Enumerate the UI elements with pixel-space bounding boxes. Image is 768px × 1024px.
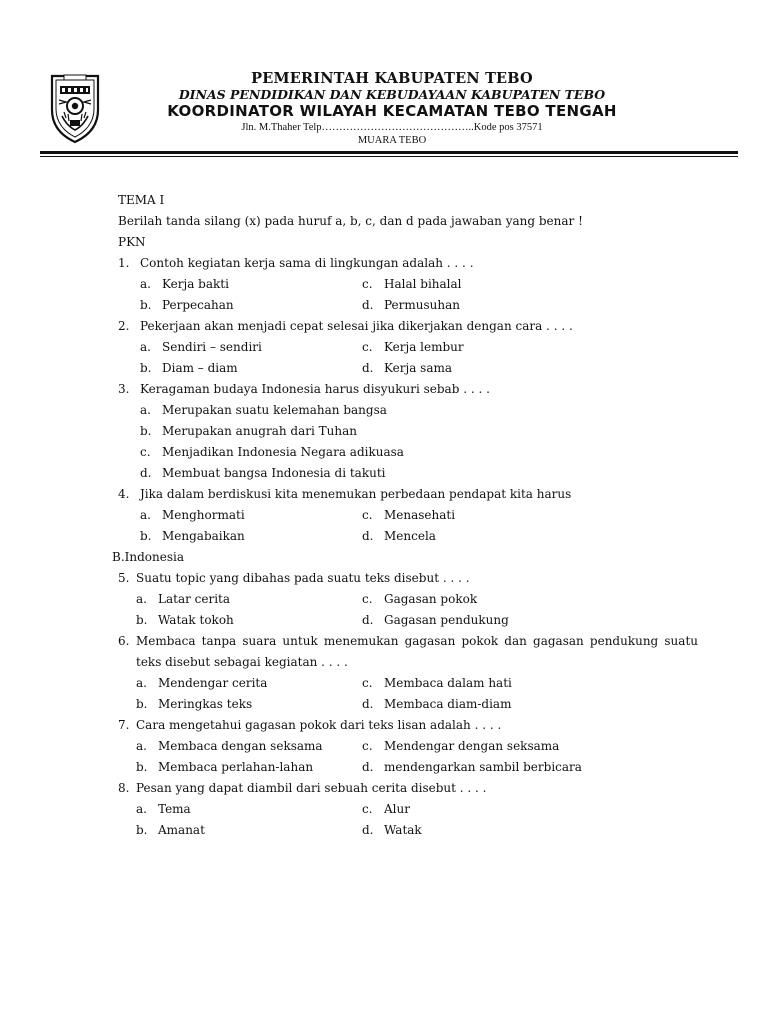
option-b: b. Mengabaikan xyxy=(140,529,245,543)
question xyxy=(118,631,698,673)
option-a: a. Tema xyxy=(136,802,191,816)
option-c: c. Kerja lembur xyxy=(362,340,464,354)
option-c: c. Halal bihalal xyxy=(362,277,462,291)
question-number: 5. xyxy=(118,571,130,585)
option-c: c. Gagasan pokok xyxy=(362,592,478,606)
option-b: b. Merupakan anugrah dari Tuhan xyxy=(140,424,357,438)
question-number: 3. xyxy=(118,382,130,396)
option-a: a. Mendengar cerita xyxy=(136,676,268,690)
option-c: c. Menjadikan Indonesia Negara adikuasa xyxy=(140,445,404,459)
letterhead-divider-thick xyxy=(40,151,738,154)
section-heading-bahasa-indonesia: B.Indonesia xyxy=(112,550,184,564)
question-text: Keragaman budaya Indonesia harus disyukuri sebab . . . . xyxy=(140,382,490,396)
letterhead-divider-thin xyxy=(40,156,738,157)
question-number: 6. xyxy=(118,634,130,648)
option-row xyxy=(118,694,698,715)
question-text: Jika dalam berdiskusi kita menemukan perbedaan pendapat kita harus xyxy=(140,487,572,501)
option-row xyxy=(118,526,698,547)
option-b: b. Amanat xyxy=(136,823,205,837)
option-d: d. Mencela xyxy=(362,529,436,543)
address-line: Jln. M.Thaher Telp……………………………………..Kode pos 37571 xyxy=(241,122,543,133)
option-d: d. Membaca diam-diam xyxy=(362,697,512,711)
option-row xyxy=(118,673,698,694)
option-row xyxy=(118,442,698,463)
option-row xyxy=(118,589,698,610)
option-a: a. Kerja bakti xyxy=(140,277,229,291)
option-d: d. Kerja sama xyxy=(362,361,453,375)
question xyxy=(118,568,698,589)
question-text: Pesan yang dapat diambil dari sebuah cerita disebut . . . . xyxy=(136,781,487,795)
option-a: a. Merupakan suatu kelemahan bangsa xyxy=(140,403,387,417)
question xyxy=(118,316,698,337)
theme-heading: TEMA I xyxy=(118,193,165,207)
option-c: c. Menasehati xyxy=(362,508,456,522)
section-heading-pkn: PKN xyxy=(118,235,146,249)
question-number: 1. xyxy=(118,256,130,270)
option-b: b. Membaca perlahan-lahan xyxy=(136,760,314,774)
question xyxy=(118,379,698,400)
city-line: MUARA TEBO xyxy=(357,135,427,146)
option-b: b. Diam – diam xyxy=(140,361,238,375)
option-a: a. Membaca dengan seksama xyxy=(136,739,323,753)
option-a: a. Sendiri – sendiri xyxy=(140,340,262,354)
option-d: d. Watak xyxy=(362,823,422,837)
option-row xyxy=(118,757,698,778)
question-number: 4. xyxy=(118,487,130,501)
question xyxy=(118,715,698,736)
question-text: Pekerjaan akan menjadi cepat selesai jika dikerjakan dengan cara . . . . xyxy=(140,319,573,333)
section-bahasa-indonesia xyxy=(118,568,698,841)
option-row xyxy=(118,799,698,820)
option-b: b. Watak tokoh xyxy=(136,613,234,627)
question xyxy=(118,253,698,274)
option-d: d. Permusuhan xyxy=(362,298,460,312)
option-c: c. Membaca dalam hati xyxy=(362,676,512,690)
option-row xyxy=(118,736,698,757)
option-row xyxy=(118,505,698,526)
option-c: c. Mendengar dengan seksama xyxy=(362,739,560,753)
option-b: b. Meringkas teks xyxy=(136,697,253,711)
exam-content xyxy=(112,190,698,841)
question-number: 2. xyxy=(118,319,130,333)
option-row xyxy=(118,610,698,631)
option-row xyxy=(118,295,698,316)
instruction-text: Berilah tanda silang (x) pada huruf a, b, c, dan d pada jawaban yang benar ! xyxy=(118,214,583,228)
option-row xyxy=(118,820,698,841)
question xyxy=(118,778,698,799)
option-c: c. Alur xyxy=(362,802,410,816)
regency-coat-of-arms-icon xyxy=(44,72,106,144)
question-text: Cara mengetahui gagasan pokok dari teks lisan adalah . . . . xyxy=(136,718,502,732)
question-text: Contoh kegiatan kerja sama di lingkungan adalah . . . . xyxy=(140,256,474,270)
question-text: Suatu topic yang dibahas pada suatu teks disebut . . . . xyxy=(136,571,470,585)
question xyxy=(118,484,698,505)
office-title: KOORDINATOR WILAYAH KECAMATAN TEBO TENGAH xyxy=(167,102,617,120)
question-number: 7. xyxy=(118,718,130,732)
option-b: b. Perpecahan xyxy=(140,298,234,312)
option-row xyxy=(118,421,698,442)
option-a: a. Menghormati xyxy=(140,508,245,522)
option-a: a. Latar cerita xyxy=(136,592,231,606)
question-text: Membaca tanpa suara untuk menemukan gagasan pokok dan gagasan pendukung suatu teks disebut sebagai kegiatan . . . . xyxy=(136,634,698,669)
option-row xyxy=(118,358,698,379)
question-number: 8. xyxy=(118,781,130,795)
option-row xyxy=(118,400,698,421)
letterhead xyxy=(112,70,672,147)
option-d: d. mendengarkan sambil berbicara xyxy=(362,760,582,774)
government-title: PEMERINTAH KABUPATEN TEBO xyxy=(251,70,533,87)
option-row xyxy=(118,274,698,295)
department-title: DINAS PENDIDIKAN DAN KEBUDAYAAN KABUPATEN TEBO xyxy=(178,87,606,102)
option-row xyxy=(118,337,698,358)
option-row xyxy=(118,463,698,484)
option-d: d. Gagasan pendukung xyxy=(362,613,509,627)
option-d: d. Membuat bangsa Indonesia di takuti xyxy=(140,466,386,480)
